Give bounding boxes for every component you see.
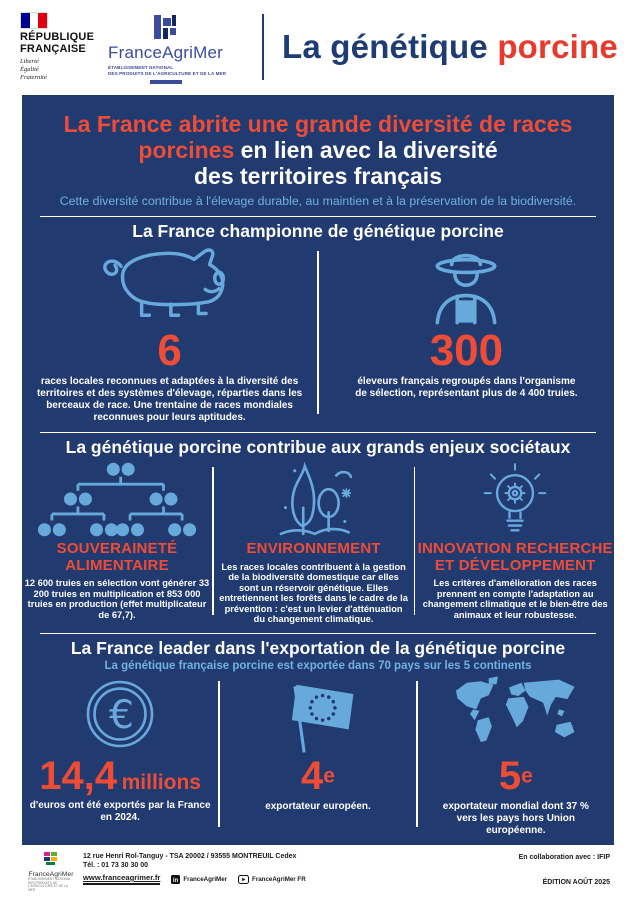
franceagrimer-glyph-icon xyxy=(150,15,180,43)
section-export-columns xyxy=(22,673,614,837)
footer-youtube[interactable]: FranceAgriMer FR xyxy=(238,875,306,884)
export-europe-rank: 4e xyxy=(301,754,335,799)
french-flag-icon xyxy=(20,12,48,29)
svg-text:€: € xyxy=(109,692,135,738)
footer-logo-icon xyxy=(44,852,58,865)
export-valeur xyxy=(22,673,218,837)
franceagrimer-subtitle: ÉTABLISSEMENT NATIONAL DES PRODUITS DE L'AGRICULTURE ET DE LA MER xyxy=(108,65,227,76)
header-divider xyxy=(262,14,264,80)
page-footer xyxy=(28,852,610,892)
footer-franceagrimer-logo: FranceAgriMer ÉTABLISSEMENT NATIONAL DES PRODUITS DE L'AGRICULTURE ET DE LA MER xyxy=(28,852,74,892)
enjeu-environnement-heading: ENVIRONNEMENT xyxy=(246,540,381,557)
enjeu-environnement-text: Les races locales contribuent à la gestion de la biodiversité domestique car elles sont un réservoir génétique. Elles entretiennent les forêts dans le cadre de la prévention : c'est un levier d'atténuation du changement climatique. xyxy=(219,561,408,625)
footer-website-link[interactable]: www.franceagrimer.fr xyxy=(83,873,160,885)
footer-address: 12 rue Henri Rol-Tanguy - TSA 20002 / 93555 MONTREUIL Cedex xyxy=(83,853,297,860)
export-europe-text: exportateur européen. xyxy=(265,800,371,812)
section-rule xyxy=(40,432,596,433)
enjeu-souverainete xyxy=(22,459,212,625)
section-rule xyxy=(40,633,596,634)
stat-eleveurs xyxy=(319,243,614,424)
innovation-bulb-icon xyxy=(468,460,562,540)
section-rule xyxy=(40,216,596,217)
footer-contact xyxy=(83,852,306,892)
family-tree-icon xyxy=(31,460,203,540)
enjeu-souverainete-text: 12 600 truies en sélection vont générer 33 200 truies en multiplication et 853 000 truies en production (effet multiplicateur de 67,7). xyxy=(24,578,210,620)
republique-francaise-logo xyxy=(20,12,108,82)
hero-subtitle: Cette diversité contribue à l'élevage durable, au maintien et à la préservation de la biodiversité. xyxy=(59,194,577,208)
enjeu-innovation-text: Les critères d'amélioration des races prennent en compte l'adaptation au changement climatique et le bien-être des animaux et leur robustesse. xyxy=(422,578,608,620)
section-champion-title: La France championne de génétique porcine xyxy=(132,221,504,241)
section-enjeux-columns xyxy=(22,459,614,625)
footer-collab: En collaboration avec : IFIP xyxy=(518,854,610,861)
export-monde xyxy=(418,673,614,837)
section-export-title: La France leader dans l'exportation de la génétique porcine xyxy=(70,638,566,659)
svg-text:in: in xyxy=(173,877,179,884)
euro-coin-icon xyxy=(80,674,160,754)
infographic-panel xyxy=(22,95,614,845)
enjeu-environnement xyxy=(214,459,414,625)
section-export-subtitle: La génétique française porcine est exportée dans 70 pays sur les 5 continents xyxy=(104,660,532,673)
footer-phone: Tél. : 01 73 30 30 00 xyxy=(83,862,148,869)
section-enjeux-title: La génétique porcine contribue aux grands enjeux sociétaux xyxy=(65,437,571,457)
enjeu-souverainete-heading: SOUVERAINETÉ ALIMENTAIRE xyxy=(56,540,178,574)
footer-edition: ÉDITION AOÛT 2025 xyxy=(542,879,610,886)
export-valeur-text: d'euros ont été exportés par la France en 2024. xyxy=(29,800,211,824)
enjeu-innovation-heading: INNOVATION RECHERCHE ET DÉVELOPPEMENT xyxy=(417,540,613,574)
enjeu-innovation xyxy=(415,459,614,625)
franceagrimer-name: FranceAgriMer xyxy=(108,43,224,63)
world-map-icon xyxy=(441,675,591,753)
footer-linkedin[interactable]: in FranceAgriMer xyxy=(173,875,228,884)
franceagrimer-bar xyxy=(150,80,182,84)
page-header xyxy=(0,0,636,93)
trees-icon xyxy=(264,460,364,540)
farmer-icon xyxy=(415,243,517,329)
stat-races xyxy=(22,243,317,424)
footer-right xyxy=(519,852,610,886)
stat-eleveurs-text: éleveurs français regroupés dans l'organisme de sélection, représentant plus de 4 400 truies. xyxy=(355,376,578,399)
export-monde-text: exportateur mondial dont 37 % vers les pays hors Union européenne. xyxy=(442,800,589,836)
section-champion-columns xyxy=(22,243,614,424)
eu-flag-icon xyxy=(270,674,366,754)
pig-icon xyxy=(86,243,254,329)
youtube-icon xyxy=(238,875,249,884)
linkedin-icon xyxy=(171,875,180,884)
republique-motto: Liberté Égalité Fraternité xyxy=(20,57,47,81)
footer-left xyxy=(28,852,306,892)
export-monde-rank: 5e xyxy=(498,754,533,799)
republique-name: RÉPUBLIQUE FRANÇAISE xyxy=(20,30,95,55)
hero-title: La France abrite une grande diversité de races porcines en lien avec la diversité des territoires français xyxy=(63,111,573,189)
stat-races-text: races locales reconnues et adaptées à la diversité des territoires et des systèmes d'élevage, réparties dans les berceaux de race. Une trentaine de races mondiales reconnues pour leurs aptitudes. xyxy=(36,376,303,423)
page-title: La génétique porcine xyxy=(282,27,618,65)
stat-eleveurs-value: 300 xyxy=(429,326,504,375)
export-europe xyxy=(220,673,416,837)
export-valeur-number: 14,4 millions xyxy=(39,754,201,799)
franceagrimer-logo xyxy=(108,9,248,83)
stat-races-value: 6 xyxy=(157,326,182,375)
